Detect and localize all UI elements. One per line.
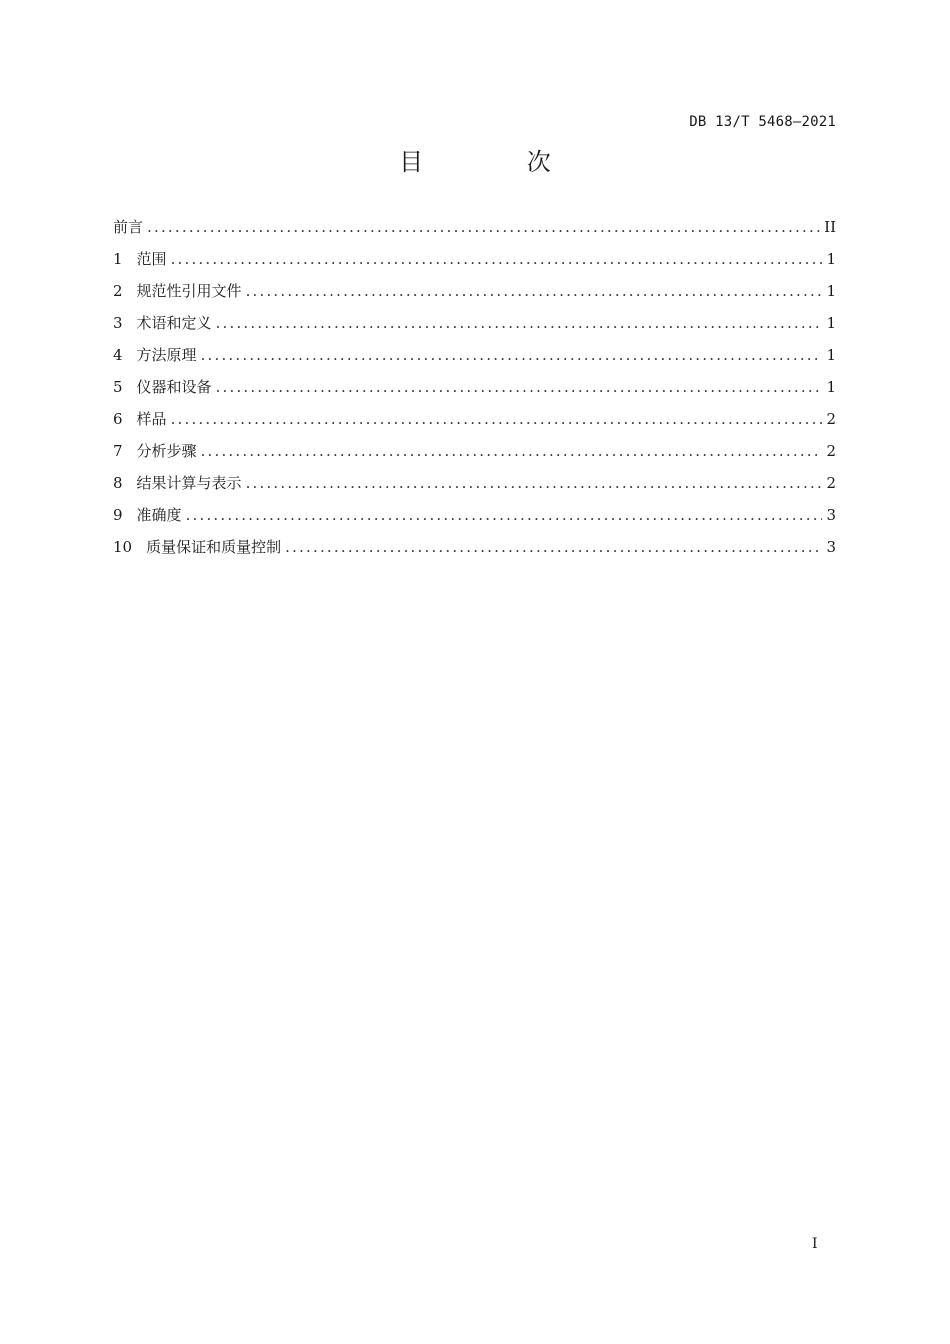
toc-entry-scope[interactable] (113, 243, 836, 275)
toc-dot-leader (285, 531, 822, 563)
toc-entry-method-principle[interactable] (113, 339, 836, 371)
toc-dot-leader (246, 467, 823, 499)
page-title: 目 次 (399, 148, 599, 176)
toc-entry-number: 8 (113, 474, 123, 492)
toc-dot-leader (186, 499, 823, 531)
toc-entry-result-calculation[interactable] (113, 467, 836, 499)
toc-entry-label: 质量保证和质量控制 (146, 538, 282, 556)
toc-entry-page: II (824, 218, 836, 236)
toc-entry-label: 前言 (113, 218, 144, 236)
toc-entry-sample[interactable] (113, 403, 836, 435)
toc-entry-page: 1 (826, 378, 836, 396)
toc-entry-label: 准确度 (136, 506, 182, 524)
toc-entry-number: 6 (113, 410, 123, 428)
toc-entry-number: 10 (113, 538, 133, 556)
toc-dot-leader (246, 275, 823, 307)
toc-dot-leader (216, 307, 823, 339)
toc-entry-page: 2 (826, 410, 836, 428)
toc-entry-page: 3 (826, 538, 836, 556)
toc-entry-label: 范围 (136, 250, 167, 268)
toc-dot-leader (201, 435, 823, 467)
document-code: DB 13/T 5468—2021 (689, 114, 836, 130)
toc-entry-normative-references[interactable] (113, 275, 836, 307)
toc-entry-page: 1 (826, 314, 836, 332)
toc-entry-label: 结果计算与表示 (136, 474, 242, 492)
toc-entry-number: 3 (113, 314, 123, 332)
toc-entry-number: 5 (113, 378, 123, 396)
toc-dot-leader (171, 243, 823, 275)
page-number: I (812, 1236, 818, 1252)
toc-entry-page: 1 (826, 346, 836, 364)
toc-entry-label: 方法原理 (136, 346, 197, 364)
toc-entry-apparatus[interactable] (113, 371, 836, 403)
toc-entry-label: 样品 (136, 410, 167, 428)
toc-entry-page: 2 (826, 442, 836, 460)
toc-entry-quality-control[interactable] (113, 531, 836, 563)
toc-entry-analysis-steps[interactable] (113, 435, 836, 467)
table-of-contents (113, 211, 836, 563)
toc-dot-leader (216, 371, 823, 403)
toc-entry-number: 7 (113, 442, 123, 460)
toc-entry-accuracy[interactable] (113, 499, 836, 531)
toc-entry-page: 3 (826, 506, 836, 524)
toc-entry-label: 分析步骤 (136, 442, 197, 460)
toc-entry-foreword[interactable] (113, 211, 836, 243)
toc-entry-page: 1 (826, 282, 836, 300)
toc-entry-terms-definitions[interactable] (113, 307, 836, 339)
toc-entry-label: 术语和定义 (136, 314, 212, 332)
toc-entry-page: 1 (826, 250, 836, 268)
toc-dot-leader (201, 339, 823, 371)
toc-entry-number: 9 (113, 506, 123, 524)
toc-entry-label: 仪器和设备 (136, 378, 212, 396)
toc-dot-leader (171, 403, 823, 435)
toc-entry-page: 2 (826, 474, 836, 492)
toc-entry-number: 2 (113, 282, 123, 300)
toc-entry-number: 4 (113, 346, 123, 364)
toc-dot-leader (147, 211, 820, 243)
toc-entry-number: 1 (113, 250, 123, 268)
toc-entry-label: 规范性引用文件 (136, 282, 242, 300)
